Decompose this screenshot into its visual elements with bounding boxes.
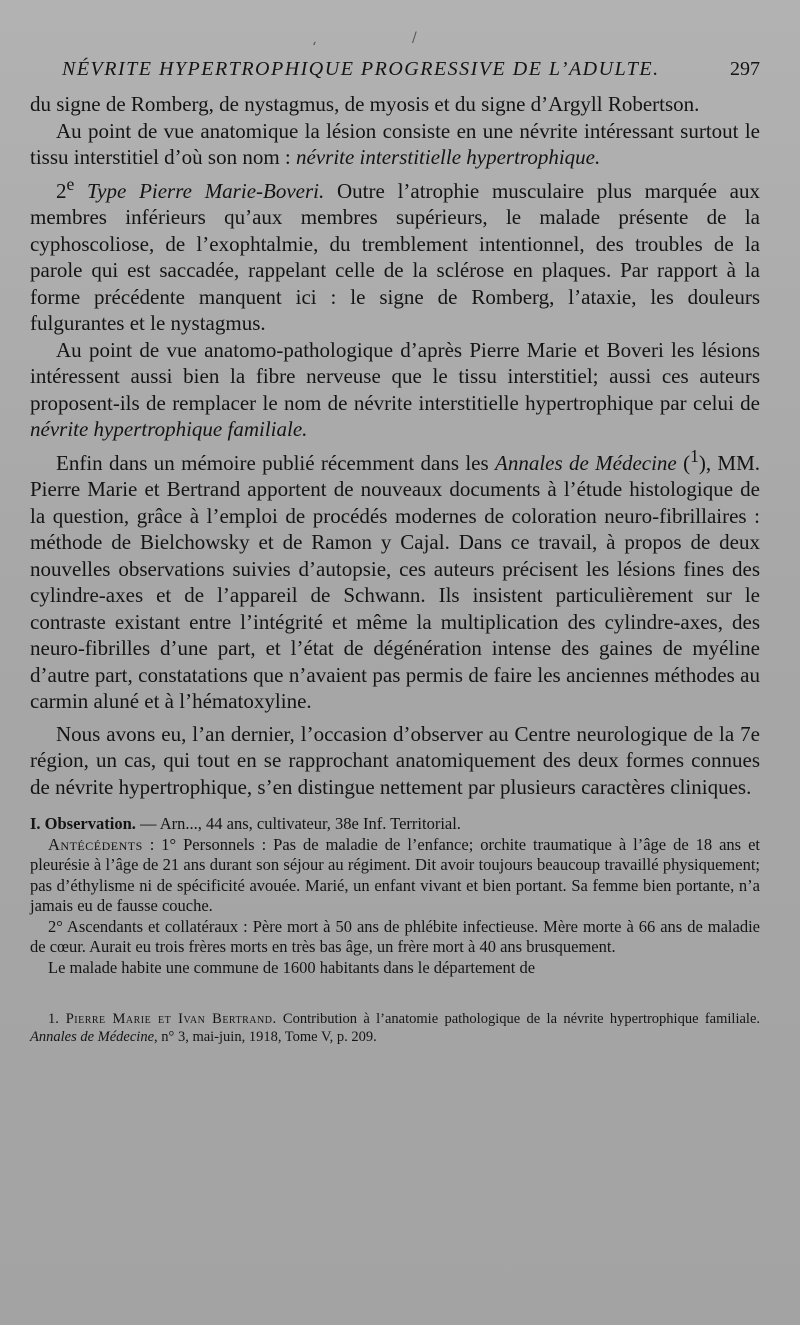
antecedents-label: Antécédents <box>48 834 143 854</box>
observation-section <box>30 814 760 978</box>
paragraph-text: du signe de Romberg, de nystagmus, de myosis et du signe d’Argyll Robertson. <box>30 92 700 116</box>
paragraph <box>30 118 760 171</box>
observation-subject: — Arn..., 44 ans, cultivateur, 38e Inf. Territorial. <box>135 814 461 833</box>
paragraph-text: Au point de vue anatomo-pathologique d’après Pierre Marie et Boveri les lésions intéressent aussi bien la fibre nerveuse que le tissu interstitiel; aussi ces auteurs proposent-ils de remplacer le nom de névrite interstitielle hypertrophique par celui de <box>30 337 760 415</box>
paragraph <box>30 721 760 801</box>
footnote-title: Contribution à l’anatomie pathologique de la névrite hypertrophique familiale. <box>276 1011 761 1027</box>
paragraph-text: Enfin dans un mémoire publié récemment dans les <box>56 450 495 475</box>
paragraph <box>30 337 760 443</box>
footnote-authors: Pierre Marie et Ivan Bertrand. <box>58 1011 277 1027</box>
paragraph-text: Au point de vue anatomique la lésion consiste en une névrite intéressant surtout le tissu interstitiel d’où son nom : <box>30 118 760 169</box>
antecedents <box>30 835 760 917</box>
paragraph-text: Nous avons eu, l’an dernier, l’occasion d’observer au Centre neurologique de la 7e région, un cas, qui tout en se rapprochant anatomiquement des deux formes connues de névrite hypertrophique, s’en distingue nettement par plusieurs caractères cliniques. <box>30 721 760 799</box>
paragraph <box>30 91 760 118</box>
footnote-citation: , n° 3, mai-juin, 1918, Tome V, p. 209. <box>154 1029 377 1045</box>
footnote-text <box>30 1010 760 1046</box>
italic-term: névrite interstitielle hypertrophique. <box>296 145 601 169</box>
footnote-number: 1. <box>48 1011 59 1027</box>
observation-heading-line <box>30 814 760 835</box>
footnote <box>30 1010 760 1046</box>
italic-term: névrite hypertrophique familiale. <box>30 417 308 441</box>
habitat-text: Le malade habite une commune de 1600 habitants dans le département de <box>48 957 536 977</box>
paragraph-text: ), MM. Pierre Marie et Bertrand apportent de nouveaux documents à l’étude histologique de la question, grâce à l’emploi de procédés modernes de coloration neuro-fibrillaires : méthode de Bielchowsky et de Ramon y Cajal. Dans ce travail, à propos de deux nouvelles observations suivies d’autopsie, ces auteurs précisent les lésions fines des cylindre-axes et de l’appareil de Schwann. Ils insistent particulièrement sur le contraste existant entre l’intégrité et même la multiplication des cylindre-axes, des neuro-fibrilles d’une part, et l’état de dégénération intense des gaines de myéline d’autre part, constatations que n’avaient pas permis de faire les anciennes méthodes au carmin aluné et à l’hématoxyline. <box>30 450 760 713</box>
antecedents-text: : 1° Personnels : Pas de maladie de l’enfance; orchite traumatique à l’âge de 18 ans et pleurésie à l’âge de 21 ans durant son séjour au régiment. Dit avoir toujours beaucoup travaillé physiquement; pas d’éthylisme ni de spécificité avouée. Marié, un enfant vivant et bien portant. Sa femme bien portante, n’a jamais eu de fausse couche. <box>30 834 760 915</box>
ascendants-text: 2° Ascendants et collatéraux : Père mort à 50 ans de phlébite infectieuse. Mère morte à 66 ans de maladie de cœur. Aurait eu trois frères morts en très bas âge, un frère mort à 40 ans brusquement. <box>30 916 760 956</box>
habitat <box>30 958 760 979</box>
journal-title: Annales de Médecine <box>495 450 677 475</box>
type-heading: Type Pierre Marie-Boveri. <box>74 178 325 203</box>
ascendants <box>30 917 760 958</box>
paragraph-text: Outre l’atrophie musculaire plus marquée aux membres inférieurs qu’aux membres supérieurs, le malade présente de la cyphoscoliose, de l’exophtalmie, du tremblement intentionnel, des troubles de la parole qui est saccadée, rappelant celle de la sclérose en plaques. Par rapport à la forme précédente manquent ici : le signe de Romberg, l’ataxie, les douleurs fulgurantes et le nystagmus. <box>30 178 760 335</box>
observation-heading: I. Observation. <box>30 814 136 833</box>
main-text <box>30 91 760 800</box>
footnote-journal: Annales de Médecine <box>30 1029 155 1045</box>
footnote-ref: 1 <box>690 445 699 466</box>
paragraph <box>30 171 760 337</box>
paren: ( <box>676 450 691 475</box>
ordinal-suffix: e <box>66 173 75 194</box>
running-header <box>30 58 760 81</box>
page-number: 297 <box>730 58 760 80</box>
ink-speck: / <box>412 30 417 46</box>
ink-speck: ‘ <box>312 40 317 56</box>
paragraph <box>30 443 760 715</box>
section-number: 2 <box>56 178 67 203</box>
running-title: NÉVRITE HYPERTROPHIQUE PROGRESSIVE DE L’ADULTE. <box>62 58 660 80</box>
